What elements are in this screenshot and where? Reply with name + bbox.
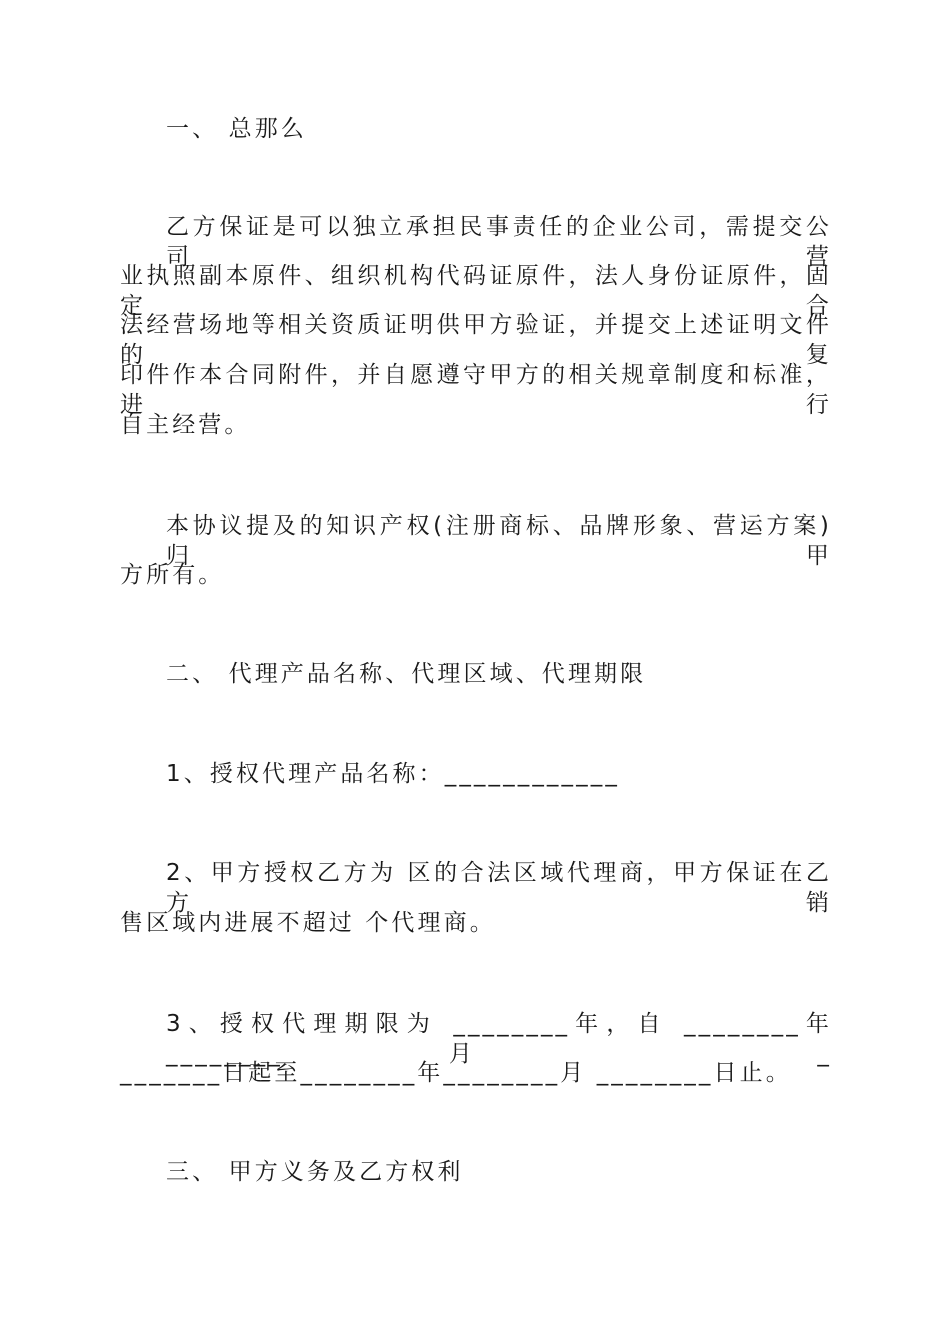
paragraph-line: 乙方保证是可以独立承担民事责任的企业公司，需提交公司营 (166, 214, 832, 270)
section-heading-general: 一、 总那么 (166, 116, 307, 142)
paragraph-line: 印件作本合同附件，并自愿遵守甲方的相关规章制度和标准，进行 (120, 362, 832, 418)
paragraph-line: 本协议提及的知识产权(注册商标、品牌形象、营运方案)归甲 (166, 513, 832, 569)
section-heading-obligations: 三、 甲方义务及乙方权利 (166, 1159, 464, 1185)
paragraph-line: 业执照副本原件、组织机构代码证原件，法人身份证原件，固定合 (120, 263, 832, 319)
list-item-region-cont: 售区域内进展不超过 个代理商。 (120, 910, 496, 936)
list-item-region: 2、甲方授权乙方为 区的合法区域代理商，甲方保证在乙方销 (166, 860, 832, 916)
list-item-term: 3、授权代理期限为 ________年，自 ________年________月 _ (166, 1011, 832, 1067)
list-item-term-cont: _______日起至________年________月 ________日止。 (120, 1060, 792, 1086)
list-item-product-name: 1、授权代理产品名称：____________ (166, 761, 620, 787)
paragraph-line: 法经营场地等相关资质证明供甲方验证，并提交上述证明文件的复 (120, 312, 832, 368)
section-heading-agency: 二、 代理产品名称、代理区域、代理期限 (166, 661, 647, 687)
paragraph-line: 自主经营。 (120, 412, 251, 438)
paragraph-line: 方所有。 (120, 562, 225, 588)
